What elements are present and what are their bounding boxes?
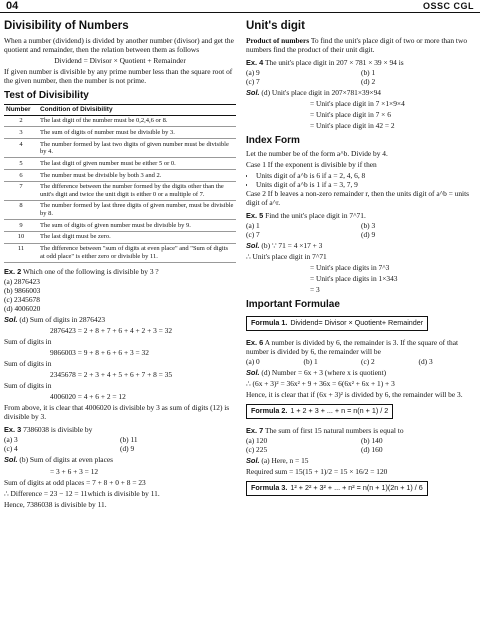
ex4-line-2: = Unit's place digit in 7 ×1×9×4 — [310, 98, 405, 108]
ex2-line-8: From above, it is clear that 4006020 is divisible by 3 as sum of digits (12) is divisible by 3. — [4, 403, 230, 422]
ex4-text: The unit's place digit in 207 × 781 × 39 × 94 is — [264, 57, 404, 67]
table-row — [4, 181, 236, 200]
bullet-2: • Units digit of a^b is 1 if a = 3, 7, 9 — [256, 180, 476, 189]
ex4-solution-1 — [246, 88, 476, 97]
ex4-question — [246, 58, 476, 67]
page-number: 04 — [6, 0, 19, 12]
ex7-option-d: (d) 160 — [361, 445, 383, 455]
formula-2-box — [246, 404, 393, 419]
ex3-option-d: (d) 9 — [120, 444, 135, 454]
ex2-question — [4, 267, 236, 276]
ex3-option-c: (c) 4 — [4, 444, 18, 454]
units-intro — [246, 36, 476, 54]
ex7-solution-1 — [246, 456, 476, 465]
section-title-test: Test of Divisibility — [4, 89, 89, 101]
table-cell-condition: The last digit of given number must be either 5 or 0. — [38, 158, 236, 170]
example-4 — [246, 58, 476, 130]
table-cell-number: 4 — [4, 139, 38, 158]
ex6-line-1: (d) Number = 6x + 3 (where x is quotient) — [261, 368, 387, 378]
case-2: Case 2 If b leaves a non-zero remainder r, then the units digit of a^b = units digit of a^r. — [246, 189, 470, 208]
ex5-line-4: = Unit's place digits in 1×343 — [310, 274, 398, 284]
section-title-index: Index Form — [246, 134, 300, 146]
ex4-option-c: (c) 7 — [246, 76, 260, 86]
ex4-option-d: (d) 2 — [361, 76, 376, 86]
right-column — [246, 18, 476, 618]
ex4-line-3: = Unit's place digit in 7 × 6 — [310, 109, 391, 119]
ex5-options — [246, 221, 476, 239]
table-cell-number: 10 — [4, 231, 38, 243]
formula-2-label: Formula 2. — [251, 406, 288, 416]
table-header-number: Number — [4, 104, 38, 115]
formula-2-text: 1 + 2 + 3 + ... + n = n(n + 1) / 2 — [290, 406, 389, 416]
ex7-option-a: (a) 120 — [246, 436, 268, 446]
running-head: OSSC CGL — [422, 1, 474, 11]
table-cell-condition: The last digit of the number must be 0,2,4,6 or 8. — [38, 115, 236, 127]
table-row — [4, 243, 236, 262]
table-cell-condition: The difference between "sum of digits at even place" and "Sum of digits at odd place" is either zero or divisible by 11. — [38, 243, 236, 262]
formula-3-box — [246, 481, 428, 496]
ex2-sol-text: (d) Sum of digits in 2876423 — [19, 315, 106, 325]
ex2-text: Which one of the following is divisible by 3 ? — [22, 266, 159, 276]
page-header — [0, 0, 480, 13]
formula-1-text: Dividend= Divisor × Quotient+ Remainder — [290, 318, 424, 328]
table-body — [4, 115, 236, 262]
ex6-solution-1 — [246, 368, 476, 377]
table-cell-number: 3 — [4, 127, 38, 139]
table-cell-number: 6 — [4, 170, 38, 182]
ex6-option-c: (c) 2 — [361, 357, 375, 367]
ex3-solution-1 — [4, 455, 236, 464]
table-cell-condition: The number formed by last three digits of given number, must be divisible by 8. — [38, 200, 236, 219]
index-intro: Let the number be of the form a^b. Divide by 4. — [246, 148, 388, 158]
ex2-line-7: 4006020 = 4 + 6 + 2 = 12 — [50, 392, 126, 402]
ex7-option-b: (b) 140 — [361, 436, 383, 446]
units-intro-bold: Product of numbers — [246, 35, 310, 45]
ex5-text: Find the unit's place digit in 7^71. — [265, 211, 366, 221]
example-7 — [246, 426, 476, 476]
ex2-option-b: (b) 9866003 — [4, 285, 41, 295]
table-cell-number: 11 — [4, 243, 38, 262]
ex4-option-a: (a) 9 — [246, 67, 260, 77]
ex5-option-d: (d) 9 — [361, 230, 376, 240]
ex6-sol-label: Sol. — [246, 368, 260, 378]
section-title-divisibility: Divisibility of Numbers — [4, 20, 129, 32]
ex3-options — [4, 435, 236, 453]
case-1: Case 1 If the exponent is divisible by if then — [246, 159, 377, 169]
example-2 — [4, 267, 236, 421]
ex2-line-5: 2345678 = 2 + 3 + 4 + 5 + 6 + 7 + 8 = 35 — [50, 370, 173, 380]
table-row — [4, 220, 236, 232]
ex5-question — [246, 211, 476, 220]
section-title-formulae: Important Formulae — [246, 299, 340, 311]
ex7-line-2: Required sum = 15(15 + 1)/2 = 15 × 16/2 = 120 — [246, 467, 388, 477]
ex5-line-2: ∴ Unit's place digit in 7^71 — [246, 252, 327, 262]
ex6-option-a: (a) 0 — [246, 357, 260, 367]
prime-note: If given number is divisible by any prime number less than the square root of the given number, then the number is not prime. — [4, 66, 233, 85]
ex3-line-5: Hence, 7386038 is divisible by 11. — [4, 499, 107, 509]
ex5-sol-label: Sol. — [246, 241, 260, 251]
ex6-text: A number is divided by 6, the remainder is 3. If the square of that number is divided by 6, the remainder will be — [246, 338, 459, 357]
table-header-condition: Condition of Divisibility — [38, 104, 236, 115]
case-1-bullets — [246, 171, 476, 189]
ex3-line-2: = 3 + 6 + 3 = 12 — [50, 466, 99, 476]
divisibility-intro: When a number (dividend) is divided by another number (divisor) and get the quotient and remainder, then the relation between them as follows — [4, 35, 234, 54]
ex3-question — [4, 425, 236, 434]
table-cell-condition: The difference between the number formed by the digits other than the unit's digit and twice the unit digit is either 0 or a multiple of 7. — [38, 181, 236, 200]
ex6-line-3: Hence, it is clear that if (6x + 3)² is divided by 6, the remainder will be 3. — [246, 390, 463, 400]
dividend-formula: Dividend = Divisor × Quotient + Remainder — [54, 55, 186, 65]
ex3-option-b: (b) 11 — [120, 435, 138, 445]
ex3-line-1: (b) Sum of digits at even places — [19, 455, 114, 465]
table-cell-condition: The last digit must be zero. — [38, 231, 236, 243]
table-cell-condition: The number formed by last two digits of given number must be divisible by 4. — [38, 139, 236, 158]
table-cell-condition: The sum of digits of given number must be divisible by 9. — [38, 220, 236, 232]
ex2-option-d: (d) 4006020 — [4, 304, 41, 314]
table-cell-number: 7 — [4, 181, 38, 200]
left-column — [4, 18, 236, 618]
formula-1-box — [246, 316, 428, 331]
table-row — [4, 139, 236, 158]
ex7-label: Ex. 7 — [246, 426, 264, 436]
table-row — [4, 158, 236, 170]
ex5-option-a: (a) 1 — [246, 221, 260, 231]
ex5-line-3: = Unit's place digits in 7^3 — [310, 263, 390, 273]
ex2-line-4: Sum of digits in — [4, 359, 52, 369]
ex2-label: Ex. 2 — [4, 266, 22, 276]
ex5-option-b: (b) 3 — [361, 221, 376, 231]
ex2-options — [4, 277, 236, 313]
ex5-line-1: (b) ∵ 71 = 4 ×17 + 3 — [261, 241, 323, 251]
ex6-label: Ex. 6 — [246, 338, 264, 348]
ex4-line-4: = Unit's place digit in 42 = 2 — [310, 120, 395, 130]
table-cell-condition: The number must be divisible by both 3 and 2. — [38, 170, 236, 182]
ex5-label: Ex. 5 — [246, 211, 264, 221]
formula-3-text: 1² + 2² + 3² + ... + n² = n(n + 1)(2n + 1) / 6 — [290, 483, 423, 493]
ex7-option-c: (c) 225 — [246, 445, 268, 455]
header-rule — [0, 12, 480, 13]
ex2-solution-intro — [4, 315, 236, 324]
ex4-option-b: (b) 1 — [361, 67, 376, 77]
ex4-sol-label: Sol. — [246, 87, 260, 97]
ex2-line-6: Sum of digits in — [4, 381, 52, 391]
table-cell-number: 5 — [4, 158, 38, 170]
ex2-option-c: (c) 2345678 — [4, 295, 40, 304]
ex3-sol-label: Sol. — [4, 455, 18, 465]
formula-3-label: Formula 3. — [251, 483, 288, 493]
ex4-line-1: (d) Unit's place digit in 207×781×39×94 — [261, 87, 381, 97]
ex5-solution-1 — [246, 241, 476, 250]
ex3-option-a: (a) 3 — [4, 435, 18, 445]
ex6-options — [246, 357, 476, 366]
table-cell-condition: The sum of digits of number must be divisible by 3. — [38, 127, 236, 139]
example-6 — [246, 338, 476, 399]
bullet-1: • Units digit of a^b is 6 if a = 2, 4, 6, 8 — [256, 171, 476, 180]
table-row — [4, 170, 236, 182]
example-5 — [246, 211, 476, 294]
ex6-option-b: (b) 1 — [303, 357, 318, 367]
ex7-sol-label: Sol. — [246, 456, 260, 466]
table-header-row — [4, 104, 236, 115]
ex5-option-c: (c) 7 — [246, 230, 260, 240]
table-row — [4, 115, 236, 127]
table-row — [4, 200, 236, 219]
example-3 — [4, 425, 236, 508]
ex2-option-a: (a) 2876423 — [4, 276, 40, 286]
ex3-label: Ex. 3 — [4, 425, 22, 435]
ex4-label: Ex. 4 — [246, 57, 264, 67]
ex3-line-4: ∴ Difference = 23 − 12 = 11which is divisible by 11. — [4, 488, 160, 498]
table-cell-number: 9 — [4, 220, 38, 232]
ex6-question — [246, 338, 476, 356]
ex7-text: The sum of first 15 natural numbers is equal to — [264, 426, 404, 436]
ex4-options — [246, 68, 476, 86]
ex2-line-2: Sum of digits in — [4, 337, 52, 347]
section-title-units: Unit's digit — [246, 20, 305, 32]
ex7-options — [246, 436, 476, 454]
ex2-sol-label: Sol. — [4, 315, 18, 325]
formula-1-label: Formula 1. — [251, 318, 288, 328]
table-row — [4, 231, 236, 243]
table-cell-number: 2 — [4, 115, 38, 127]
table-cell-number: 8 — [4, 200, 38, 219]
ex7-question — [246, 426, 476, 435]
table-row — [4, 127, 236, 139]
ex7-line-1: (a) Here, n = 15 — [261, 456, 309, 466]
ex2-line-3: 9866003 = 9 + 8 + 6 + 6 + 3 = 32 — [50, 348, 149, 358]
divisibility-table — [4, 104, 236, 263]
ex2-line-1: 2876423 = 2 + 8 + 7 + 6 + 4 + 2 + 3 = 32 — [50, 326, 173, 336]
ex5-line-5: = 3 — [310, 285, 320, 295]
ex6-option-d: (d) 3 — [418, 357, 433, 367]
ex3-line-3: Sum of digits at odd places = 7 + 8 + 0 + 8 = 23 — [4, 477, 146, 487]
ex6-line-2: ∴ (6x + 3)² = 36x² + 9 + 36x = 6(6x² + 6x + 1) + 3 — [246, 379, 395, 389]
ex3-text: 7386038 is divisible by — [23, 425, 93, 435]
units-intro-text: To find the unit's place digit of two or more than two numbers find the product of their unit digit. — [246, 35, 468, 54]
